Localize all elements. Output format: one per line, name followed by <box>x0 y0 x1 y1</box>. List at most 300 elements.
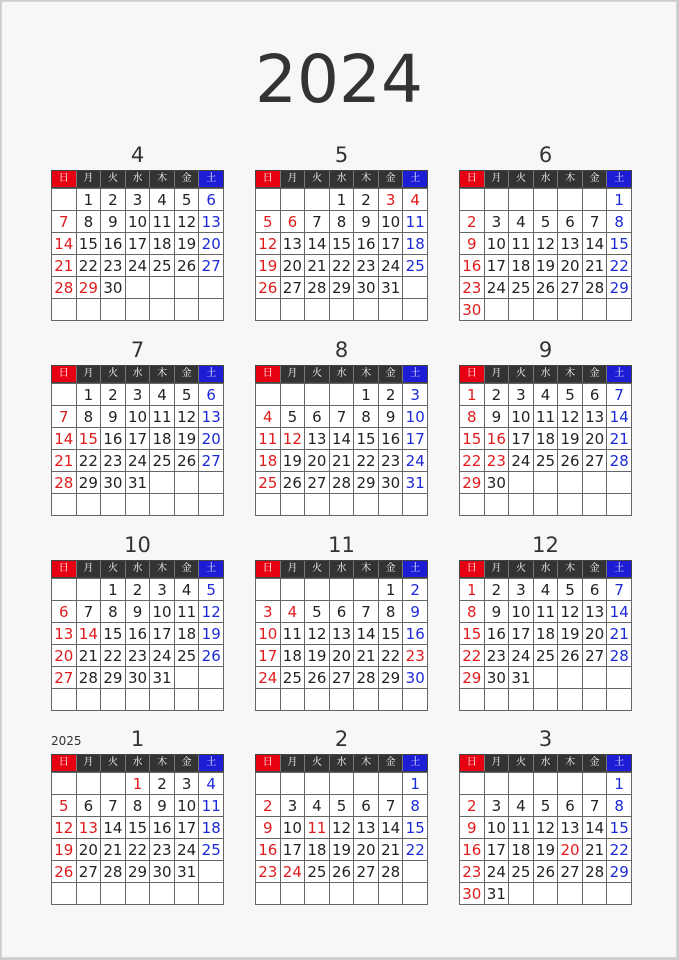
day-cell: 13 <box>199 211 224 233</box>
weekday-label: 土 <box>606 755 631 771</box>
day-cell: 6 <box>199 189 224 211</box>
day-cell <box>354 773 379 795</box>
day-cell <box>126 277 151 299</box>
day-cell: 12 <box>558 601 583 623</box>
day-cell: 17 <box>256 645 281 667</box>
day-cell: 16 <box>403 623 428 645</box>
weekday-label: 水 <box>533 561 558 577</box>
day-cell: 1 <box>607 189 632 211</box>
day-cell: 26 <box>52 861 77 883</box>
day-cell <box>175 883 200 905</box>
day-cell: 18 <box>305 839 330 861</box>
day-cell: 22 <box>101 645 126 667</box>
day-cell: 14 <box>354 623 379 645</box>
day-cell: 20 <box>199 428 224 450</box>
day-cell: 4 <box>403 189 428 211</box>
day-cell <box>256 579 281 601</box>
day-cell: 25 <box>150 255 175 277</box>
day-cell: 3 <box>403 384 428 406</box>
day-cell: 18 <box>281 645 306 667</box>
weekday-label: 月 <box>280 366 305 382</box>
day-cell: 26 <box>199 645 224 667</box>
day-cell: 11 <box>256 428 281 450</box>
day-cell <box>175 299 200 321</box>
weekday-header <box>255 754 428 772</box>
day-cell <box>52 189 77 211</box>
day-cell: 6 <box>281 211 306 233</box>
day-cell <box>583 773 608 795</box>
weekday-label: 月 <box>280 171 305 187</box>
day-cell <box>607 299 632 321</box>
day-cell: 24 <box>509 450 534 472</box>
day-cell: 22 <box>77 450 102 472</box>
day-cell: 10 <box>509 601 534 623</box>
weekday-label: 火 <box>508 561 533 577</box>
day-cell <box>150 472 175 494</box>
day-cell: 2 <box>256 795 281 817</box>
weekday-label: 月 <box>280 561 305 577</box>
day-grid <box>51 188 224 321</box>
weekday-label: 月 <box>76 366 101 382</box>
day-cell: 13 <box>77 817 102 839</box>
day-cell: 16 <box>379 428 404 450</box>
day-cell: 24 <box>126 255 151 277</box>
day-cell: 7 <box>77 601 102 623</box>
day-cell: 8 <box>403 795 428 817</box>
day-cell: 13 <box>354 817 379 839</box>
weekday-label: 水 <box>125 171 150 187</box>
day-cell: 18 <box>509 255 534 277</box>
day-cell: 10 <box>485 817 510 839</box>
weekday-header <box>51 754 224 772</box>
month-calendar <box>255 530 428 711</box>
day-cell <box>330 299 355 321</box>
day-cell: 23 <box>256 861 281 883</box>
day-cell <box>558 667 583 689</box>
day-cell: 30 <box>150 861 175 883</box>
day-cell <box>256 883 281 905</box>
day-cell: 5 <box>281 406 306 428</box>
day-cell: 7 <box>330 406 355 428</box>
weekday-label: 金 <box>378 366 403 382</box>
day-cell: 23 <box>150 839 175 861</box>
day-cell: 8 <box>354 406 379 428</box>
day-cell: 11 <box>509 817 534 839</box>
day-cell <box>534 667 559 689</box>
day-cell: 20 <box>558 255 583 277</box>
weekday-label: 金 <box>582 561 607 577</box>
weekday-header <box>51 170 224 188</box>
day-cell <box>305 773 330 795</box>
day-cell: 22 <box>460 645 485 667</box>
day-cell <box>330 384 355 406</box>
weekday-label: 月 <box>484 755 509 771</box>
day-cell: 4 <box>199 773 224 795</box>
day-cell: 30 <box>485 667 510 689</box>
day-cell: 29 <box>607 277 632 299</box>
day-cell <box>126 494 151 516</box>
day-cell <box>558 189 583 211</box>
day-cell: 19 <box>199 623 224 645</box>
day-cell <box>175 277 200 299</box>
day-cell: 12 <box>534 233 559 255</box>
day-cell: 3 <box>175 773 200 795</box>
day-grid <box>255 578 428 711</box>
day-cell: 18 <box>150 428 175 450</box>
month-calendar <box>51 530 224 711</box>
day-cell <box>52 689 77 711</box>
weekday-header <box>459 365 632 383</box>
day-cell <box>305 883 330 905</box>
weekday-label: 土 <box>402 561 427 577</box>
day-cell <box>607 494 632 516</box>
day-cell: 17 <box>126 428 151 450</box>
day-cell <box>281 299 306 321</box>
day-cell <box>354 689 379 711</box>
day-cell: 29 <box>460 472 485 494</box>
day-cell: 2 <box>485 384 510 406</box>
day-cell: 21 <box>583 839 608 861</box>
day-cell: 8 <box>330 211 355 233</box>
day-grid <box>51 772 224 905</box>
day-cell: 10 <box>256 623 281 645</box>
day-cell: 3 <box>126 189 151 211</box>
day-cell: 31 <box>485 883 510 905</box>
day-cell: 20 <box>199 233 224 255</box>
day-cell: 25 <box>150 450 175 472</box>
day-cell <box>199 861 224 883</box>
day-cell <box>509 472 534 494</box>
day-cell: 22 <box>403 839 428 861</box>
month-label: 5 <box>334 143 349 167</box>
day-cell <box>281 689 306 711</box>
day-cell <box>281 773 306 795</box>
day-cell: 8 <box>379 601 404 623</box>
day-cell: 27 <box>330 667 355 689</box>
day-cell: 4 <box>534 579 559 601</box>
weekday-header <box>459 170 632 188</box>
weekday-label: 日 <box>52 561 76 577</box>
day-cell: 27 <box>558 277 583 299</box>
day-cell: 28 <box>607 450 632 472</box>
day-cell: 24 <box>485 861 510 883</box>
day-cell: 8 <box>607 795 632 817</box>
day-cell <box>52 883 77 905</box>
day-cell: 24 <box>281 861 306 883</box>
day-cell: 16 <box>485 623 510 645</box>
day-cell: 10 <box>126 211 151 233</box>
day-cell: 26 <box>256 277 281 299</box>
day-cell: 25 <box>281 667 306 689</box>
day-cell: 21 <box>607 623 632 645</box>
weekday-label: 火 <box>304 171 329 187</box>
day-cell <box>509 299 534 321</box>
weekday-label: 木 <box>557 366 582 382</box>
day-cell: 16 <box>460 255 485 277</box>
day-cell: 24 <box>150 645 175 667</box>
day-cell: 7 <box>354 601 379 623</box>
day-cell: 4 <box>305 795 330 817</box>
day-cell: 19 <box>558 623 583 645</box>
day-cell: 8 <box>77 406 102 428</box>
day-cell: 29 <box>126 861 151 883</box>
weekday-label: 火 <box>100 171 125 187</box>
month-calendar <box>51 335 224 516</box>
day-cell: 8 <box>460 601 485 623</box>
day-cell: 30 <box>485 472 510 494</box>
day-grid <box>459 188 632 321</box>
day-cell: 30 <box>379 472 404 494</box>
weekday-label: 日 <box>460 561 484 577</box>
day-cell: 25 <box>305 861 330 883</box>
weekday-label: 火 <box>508 755 533 771</box>
day-cell: 12 <box>558 406 583 428</box>
day-cell <box>281 189 306 211</box>
weekday-label: 木 <box>557 171 582 187</box>
day-cell: 6 <box>583 384 608 406</box>
day-cell: 20 <box>281 255 306 277</box>
day-cell: 6 <box>199 384 224 406</box>
day-cell: 19 <box>534 255 559 277</box>
day-cell: 2 <box>460 211 485 233</box>
day-cell: 1 <box>330 189 355 211</box>
day-cell: 30 <box>101 277 126 299</box>
day-cell: 23 <box>101 255 126 277</box>
weekday-label: 木 <box>353 561 378 577</box>
weekday-label: 火 <box>508 171 533 187</box>
day-cell: 6 <box>354 795 379 817</box>
day-cell <box>199 299 224 321</box>
day-cell: 5 <box>175 384 200 406</box>
day-cell: 27 <box>305 472 330 494</box>
weekday-header <box>255 365 428 383</box>
day-cell: 18 <box>534 428 559 450</box>
day-cell: 20 <box>305 450 330 472</box>
day-cell: 15 <box>607 233 632 255</box>
day-cell <box>379 773 404 795</box>
day-cell: 19 <box>534 839 559 861</box>
day-cell: 5 <box>558 579 583 601</box>
day-cell: 23 <box>379 450 404 472</box>
day-cell <box>330 773 355 795</box>
day-cell <box>101 773 126 795</box>
day-cell <box>305 579 330 601</box>
day-cell: 27 <box>77 861 102 883</box>
day-cell <box>607 689 632 711</box>
day-cell: 31 <box>175 861 200 883</box>
day-cell: 28 <box>354 667 379 689</box>
day-cell <box>583 883 608 905</box>
day-cell: 26 <box>305 667 330 689</box>
weekday-label: 土 <box>198 755 223 771</box>
day-cell <box>256 773 281 795</box>
day-cell <box>534 883 559 905</box>
day-cell: 10 <box>509 406 534 428</box>
day-cell: 19 <box>305 645 330 667</box>
day-cell <box>558 773 583 795</box>
month-label: 1 <box>130 727 145 751</box>
day-cell: 6 <box>77 795 102 817</box>
day-cell <box>175 494 200 516</box>
month-calendar <box>459 724 632 905</box>
day-cell: 11 <box>534 601 559 623</box>
day-cell <box>199 883 224 905</box>
day-cell: 15 <box>460 623 485 645</box>
day-cell: 11 <box>175 601 200 623</box>
weekday-label: 水 <box>329 366 354 382</box>
day-cell: 22 <box>354 450 379 472</box>
day-cell: 27 <box>52 667 77 689</box>
day-cell: 30 <box>354 277 379 299</box>
day-cell: 31 <box>379 277 404 299</box>
day-cell: 30 <box>101 472 126 494</box>
day-cell <box>77 579 102 601</box>
day-cell: 2 <box>150 773 175 795</box>
day-cell: 12 <box>281 428 306 450</box>
day-cell: 28 <box>583 861 608 883</box>
weekday-label: 木 <box>149 366 174 382</box>
day-cell <box>330 494 355 516</box>
weekday-label: 金 <box>582 171 607 187</box>
day-cell <box>126 299 151 321</box>
day-grid <box>51 383 224 516</box>
day-cell: 14 <box>305 233 330 255</box>
day-cell <box>256 689 281 711</box>
day-cell <box>305 189 330 211</box>
day-cell: 12 <box>534 817 559 839</box>
month-calendar <box>255 140 428 321</box>
day-cell: 10 <box>150 601 175 623</box>
day-cell <box>485 299 510 321</box>
day-cell: 13 <box>305 428 330 450</box>
day-cell: 24 <box>379 255 404 277</box>
day-cell <box>558 472 583 494</box>
day-cell: 1 <box>379 579 404 601</box>
day-cell: 2 <box>101 384 126 406</box>
day-cell <box>199 277 224 299</box>
day-cell <box>101 689 126 711</box>
day-cell <box>52 773 77 795</box>
day-cell <box>199 494 224 516</box>
day-cell <box>509 773 534 795</box>
day-cell: 4 <box>534 384 559 406</box>
day-cell <box>558 689 583 711</box>
day-cell: 4 <box>150 189 175 211</box>
day-cell: 10 <box>281 817 306 839</box>
weekday-label: 月 <box>484 171 509 187</box>
day-cell <box>403 494 428 516</box>
weekday-label: 金 <box>378 171 403 187</box>
weekday-label: 日 <box>52 755 76 771</box>
day-cell: 25 <box>199 839 224 861</box>
day-cell: 3 <box>256 601 281 623</box>
day-cell: 19 <box>175 428 200 450</box>
day-cell: 26 <box>175 255 200 277</box>
day-cell: 26 <box>558 645 583 667</box>
day-cell: 27 <box>354 861 379 883</box>
day-cell: 15 <box>379 623 404 645</box>
day-cell: 19 <box>52 839 77 861</box>
day-cell: 27 <box>583 450 608 472</box>
day-cell: 18 <box>256 450 281 472</box>
weekday-label: 金 <box>174 171 199 187</box>
day-cell: 23 <box>485 450 510 472</box>
day-cell <box>485 494 510 516</box>
day-cell: 28 <box>583 277 608 299</box>
day-cell: 13 <box>558 817 583 839</box>
day-cell: 29 <box>101 667 126 689</box>
day-cell: 9 <box>256 817 281 839</box>
weekday-label: 火 <box>508 366 533 382</box>
weekday-header <box>459 560 632 578</box>
day-cell: 17 <box>509 623 534 645</box>
day-cell <box>583 299 608 321</box>
weekday-label: 水 <box>533 755 558 771</box>
day-cell: 4 <box>509 795 534 817</box>
day-cell: 25 <box>403 255 428 277</box>
day-cell: 19 <box>256 255 281 277</box>
day-cell: 4 <box>509 211 534 233</box>
day-cell <box>150 299 175 321</box>
weekday-label: 月 <box>280 755 305 771</box>
day-cell <box>126 883 151 905</box>
day-cell: 21 <box>77 645 102 667</box>
day-cell <box>330 579 355 601</box>
day-cell <box>460 189 485 211</box>
day-cell <box>256 299 281 321</box>
day-cell <box>485 189 510 211</box>
day-cell: 7 <box>52 211 77 233</box>
day-cell: 30 <box>460 883 485 905</box>
day-cell: 10 <box>126 406 151 428</box>
weekday-label: 月 <box>76 561 101 577</box>
weekday-label: 水 <box>329 561 354 577</box>
day-cell <box>52 299 77 321</box>
weekday-label: 金 <box>582 755 607 771</box>
day-cell <box>403 861 428 883</box>
weekday-label: 金 <box>174 366 199 382</box>
day-cell: 5 <box>558 384 583 406</box>
weekday-label: 金 <box>378 755 403 771</box>
weekday-label: 木 <box>353 366 378 382</box>
day-cell: 7 <box>607 384 632 406</box>
day-cell: 14 <box>607 601 632 623</box>
day-cell: 8 <box>607 211 632 233</box>
day-cell <box>101 299 126 321</box>
month-label: 6 <box>538 143 553 167</box>
day-cell: 16 <box>485 428 510 450</box>
day-cell: 2 <box>403 579 428 601</box>
day-cell <box>126 689 151 711</box>
day-cell: 5 <box>534 795 559 817</box>
weekday-label: 土 <box>198 171 223 187</box>
day-cell: 21 <box>52 255 77 277</box>
day-cell: 24 <box>175 839 200 861</box>
day-cell: 6 <box>558 211 583 233</box>
weekday-label: 金 <box>174 561 199 577</box>
day-cell: 17 <box>485 839 510 861</box>
day-cell: 20 <box>77 839 102 861</box>
day-cell: 24 <box>509 645 534 667</box>
day-grid <box>51 578 224 711</box>
day-cell: 27 <box>199 450 224 472</box>
day-cell: 6 <box>558 795 583 817</box>
day-cell: 2 <box>485 579 510 601</box>
month-calendar <box>459 140 632 321</box>
weekday-label: 日 <box>52 366 76 382</box>
month-calendar <box>459 335 632 516</box>
day-cell: 1 <box>607 773 632 795</box>
